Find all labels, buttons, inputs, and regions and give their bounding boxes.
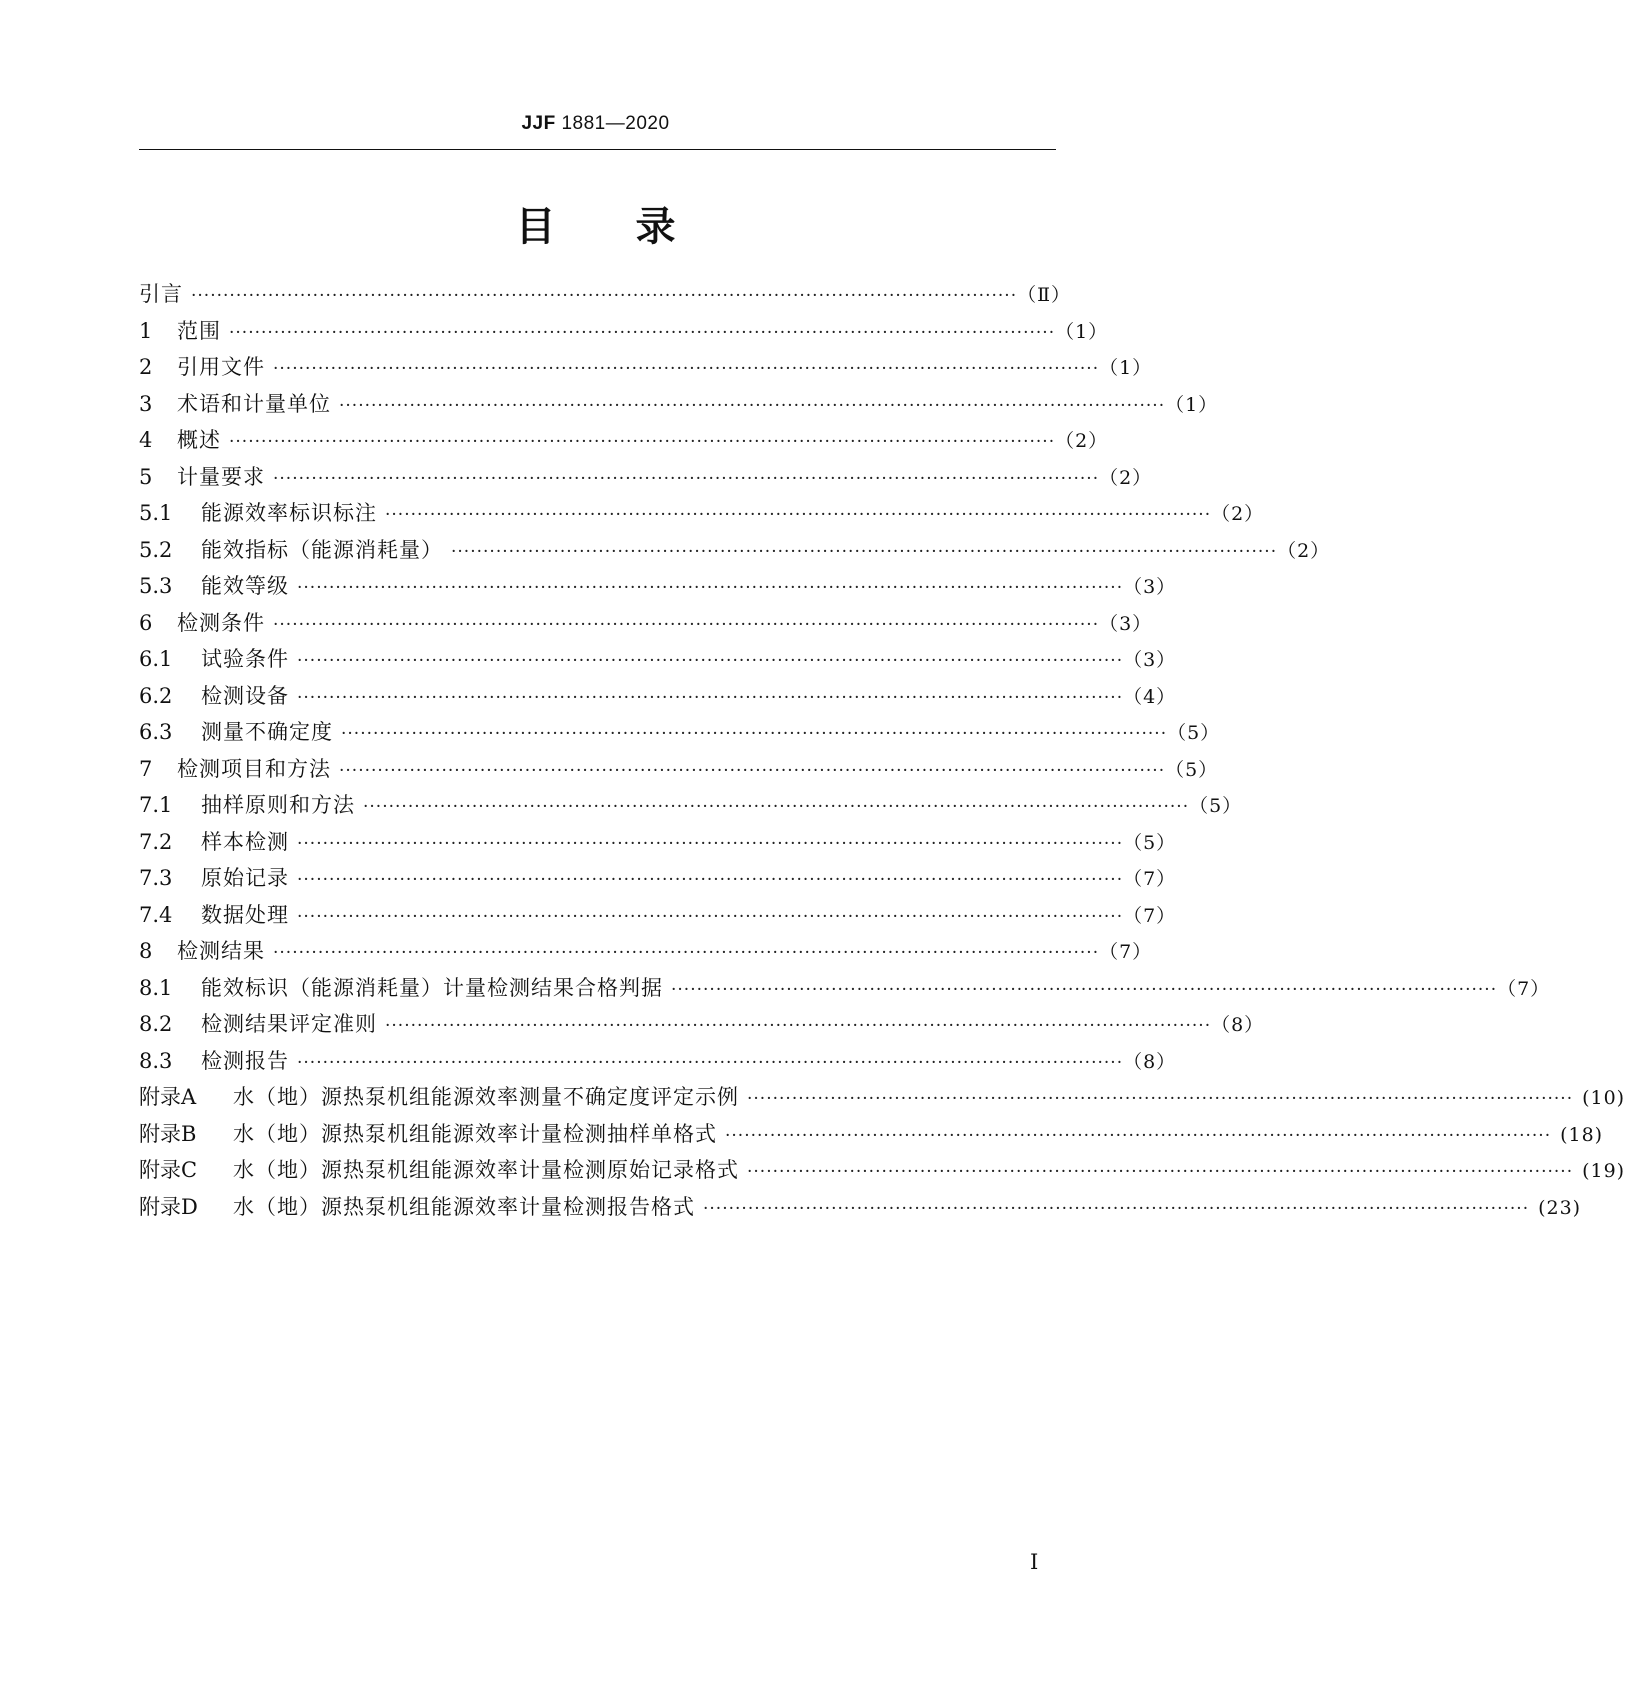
toc-entry-number: 附录C: [139, 1158, 198, 1182]
toc-dot-leader: ·································································································································: [363, 797, 1190, 817]
toc-entry[interactable]: [139, 1006, 1265, 1043]
toc-entry-page: （2）: [1277, 539, 1331, 562]
toc-entry[interactable]: [139, 824, 1177, 861]
toc-entry-page: （3）: [1123, 576, 1177, 598]
toc-entry-title: 测量不确定度: [201, 720, 333, 744]
toc-entry-number: 附录B: [139, 1121, 197, 1146]
toc-entry[interactable]: [139, 386, 1219, 423]
toc-entry-title: 水（地）源热泵机组能源效率计量检测抽样单格式: [233, 1121, 717, 1146]
toc-entry-page: （8）: [1123, 1050, 1177, 1073]
toc-entry-title: 检测项目和方法: [177, 756, 331, 781]
toc-entry-number: 7.1: [139, 793, 173, 817]
toc-entry-page: （5）: [1167, 722, 1221, 744]
toc-entry[interactable]: [139, 495, 1265, 532]
toc-entry-title: 水（地）源热泵机组能源效率计量检测原始记录格式: [233, 1158, 739, 1182]
toc-dot-leader: ·································································································································: [191, 286, 1018, 306]
toc-dot-leader: ·································································································································: [703, 1198, 1530, 1219]
toc-dot-leader: ·································································································································: [297, 578, 1124, 598]
toc-entry-number: 8.2: [139, 1012, 173, 1036]
toc-entry-title: 水（地）源热泵机组能源效率计量检测报告格式: [233, 1194, 695, 1219]
toc-entry[interactable]: [139, 970, 1551, 1007]
standard-code: JJF: [521, 113, 556, 134]
toc-dot-leader: ·································································································································: [747, 1089, 1574, 1109]
toc-entry-number: 5.2: [139, 537, 173, 562]
toc-entry[interactable]: [139, 605, 1153, 642]
toc-entry-page: （2）: [1211, 503, 1265, 525]
toc-dot-leader: ·································································································································: [297, 833, 1124, 854]
toc-entry-number: 1: [139, 318, 153, 343]
toc-entry-number: 4: [139, 428, 153, 452]
toc-entry-number: 7.2: [139, 829, 173, 854]
toc-dot-leader: ·································································································································: [297, 870, 1124, 890]
toc-entry-title: 计量要求: [177, 464, 265, 489]
toc-entry-number: 8.3: [139, 1048, 173, 1073]
toc-entry-title: 检测条件: [177, 610, 265, 635]
toc-dot-leader: ·································································································································: [273, 614, 1100, 635]
toc-entry-page: (23): [1538, 1196, 1582, 1219]
toc-entry[interactable]: [139, 1043, 1177, 1080]
toc-dot-leader: ·································································································································: [297, 1052, 1124, 1073]
toc-entry-title: 术语和计量单位: [177, 391, 331, 416]
toc-entry-title: 引用文件: [177, 355, 265, 379]
toc-entry-number: 6.2: [139, 683, 173, 708]
toc-entry[interactable]: [139, 751, 1219, 788]
toc-entry-number: 5.3: [139, 574, 173, 598]
toc-entry-title: 检测结果评定准则: [201, 1012, 377, 1036]
toc-dot-leader: ·································································································································: [341, 724, 1168, 744]
toc-dot-leader: ·································································································································: [229, 322, 1056, 343]
toc-entry-title: 试验条件: [201, 647, 289, 671]
toc-entry-number: 6.3: [139, 720, 173, 744]
table-of-contents: [139, 276, 1625, 1225]
toc-dot-leader: ·································································································································: [339, 395, 1166, 416]
toc-entry-page: （4）: [1123, 685, 1177, 708]
toc-entry-number: 8: [139, 939, 153, 963]
toc-entry[interactable]: [139, 422, 1109, 459]
toc-entry-title: 数据处理: [201, 902, 289, 927]
toc-entry-page: (18): [1560, 1123, 1604, 1146]
toc-entry-title: 范围: [177, 318, 221, 343]
toc-entry[interactable]: [139, 714, 1221, 751]
toc-entry-page: （1）: [1099, 357, 1153, 379]
header-rule: [139, 149, 1056, 150]
toc-entry[interactable]: [139, 532, 1331, 569]
toc-entry-title: 概述: [177, 428, 221, 452]
page-number: Ⅰ: [1030, 1550, 1039, 1574]
toc-entry-number: 7: [139, 756, 153, 781]
toc-entry-page: （7）: [1123, 904, 1177, 927]
toc-dot-leader: ·································································································································: [297, 651, 1124, 671]
toc-dot-leader: ·································································································································: [451, 541, 1278, 562]
toc-entry-title: 能效指标（能源消耗量）: [201, 537, 443, 562]
toc-dot-leader: ·································································································································: [671, 979, 1498, 1000]
toc-dot-leader: ·································································································································: [385, 1016, 1212, 1036]
toc-entry-page: （1）: [1165, 393, 1219, 416]
toc-entry[interactable]: [139, 933, 1153, 970]
toc-entry-page: （7）: [1497, 977, 1551, 1000]
toc-dot-leader: ·································································································································: [229, 432, 1056, 452]
toc-entry-title: 样本检测: [201, 829, 289, 854]
running-header: [0, 113, 1191, 135]
toc-entry[interactable]: [139, 678, 1177, 715]
toc-entry-page: (10): [1582, 1087, 1625, 1109]
toc-entry[interactable]: [139, 459, 1153, 496]
toc-entry-page: (19): [1582, 1160, 1625, 1182]
toc-entry[interactable]: [139, 897, 1177, 934]
toc-entry-page: （8）: [1211, 1014, 1265, 1036]
toc-entry-page: （7）: [1123, 868, 1177, 890]
toc-entry[interactable]: [139, 1116, 1604, 1153]
toc-entry-number: 6: [139, 610, 153, 635]
toc-entry[interactable]: [139, 568, 1177, 605]
toc-entry[interactable]: [139, 860, 1177, 897]
toc-entry-title: 检测结果: [177, 939, 265, 963]
toc-entry-number: 附录A: [139, 1085, 197, 1109]
toc-dot-leader: ·································································································································: [297, 906, 1124, 927]
toc-entry-title: 引言: [139, 282, 183, 306]
toc-entry-page: （1）: [1055, 320, 1109, 343]
toc-entry-number: 8.1: [139, 975, 173, 1000]
toc-entry-page: （2）: [1099, 466, 1153, 489]
toc-dot-leader: ·································································································································: [385, 505, 1212, 525]
toc-entry[interactable]: [139, 787, 1243, 824]
toc-entry[interactable]: [139, 641, 1177, 678]
standard-number: 1881—2020: [561, 113, 670, 134]
toc-dot-leader: ·································································································································: [273, 468, 1100, 489]
toc-entry[interactable]: [139, 313, 1109, 350]
toc-entry-page: （5）: [1123, 831, 1177, 854]
toc-entry-title: 检测设备: [201, 683, 289, 708]
toc-entry[interactable]: [139, 276, 1072, 313]
toc-dot-leader: ·································································································································: [273, 359, 1100, 379]
toc-entry-number: 2: [139, 355, 153, 379]
toc-entry-page: （Ⅱ）: [1017, 284, 1072, 306]
toc-entry-page: （3）: [1099, 612, 1153, 635]
toc-entry-title: 水（地）源热泵机组能源效率测量不确定度评定示例: [233, 1085, 739, 1109]
toc-entry-title: 原始记录: [201, 866, 289, 890]
toc-entry-page: （7）: [1099, 941, 1153, 963]
toc-dot-leader: ·································································································································: [339, 760, 1166, 781]
toc-entry-number: 5: [139, 464, 153, 489]
toc-dot-leader: ·································································································································: [725, 1125, 1552, 1146]
toc-entry-title: 抽样原则和方法: [201, 793, 355, 817]
toc-entry-title: 检测报告: [201, 1048, 289, 1073]
toc-dot-leader: ·································································································································: [273, 943, 1100, 963]
toc-entry[interactable]: [139, 349, 1153, 386]
toc-entry[interactable]: [139, 1152, 1625, 1189]
page-title: 目录: [515, 204, 756, 250]
toc-entry-page: （5）: [1189, 795, 1243, 817]
toc-entry-page: （2）: [1055, 430, 1109, 452]
toc-entry-number: 3: [139, 391, 153, 416]
toc-entry-title: 能效标识（能源消耗量）计量检测结果合格判据: [201, 975, 663, 1000]
toc-dot-leader: ·································································································································: [747, 1162, 1574, 1182]
toc-entry-number: 5.1: [139, 501, 173, 525]
toc-entry[interactable]: [139, 1079, 1625, 1116]
toc-entry-page: （3）: [1123, 649, 1177, 671]
toc-entry-number: 7.3: [139, 866, 173, 890]
toc-entry-page: （5）: [1165, 758, 1219, 781]
toc-dot-leader: ·································································································································: [297, 687, 1124, 708]
toc-entry[interactable]: [139, 1189, 1582, 1226]
toc-entry-number: 7.4: [139, 902, 173, 927]
toc-entry-number: 附录D: [139, 1194, 198, 1219]
toc-entry-title: 能效等级: [201, 574, 289, 598]
toc-entry-number: 6.1: [139, 647, 173, 671]
toc-entry-title: 能源效率标识标注: [201, 501, 377, 525]
